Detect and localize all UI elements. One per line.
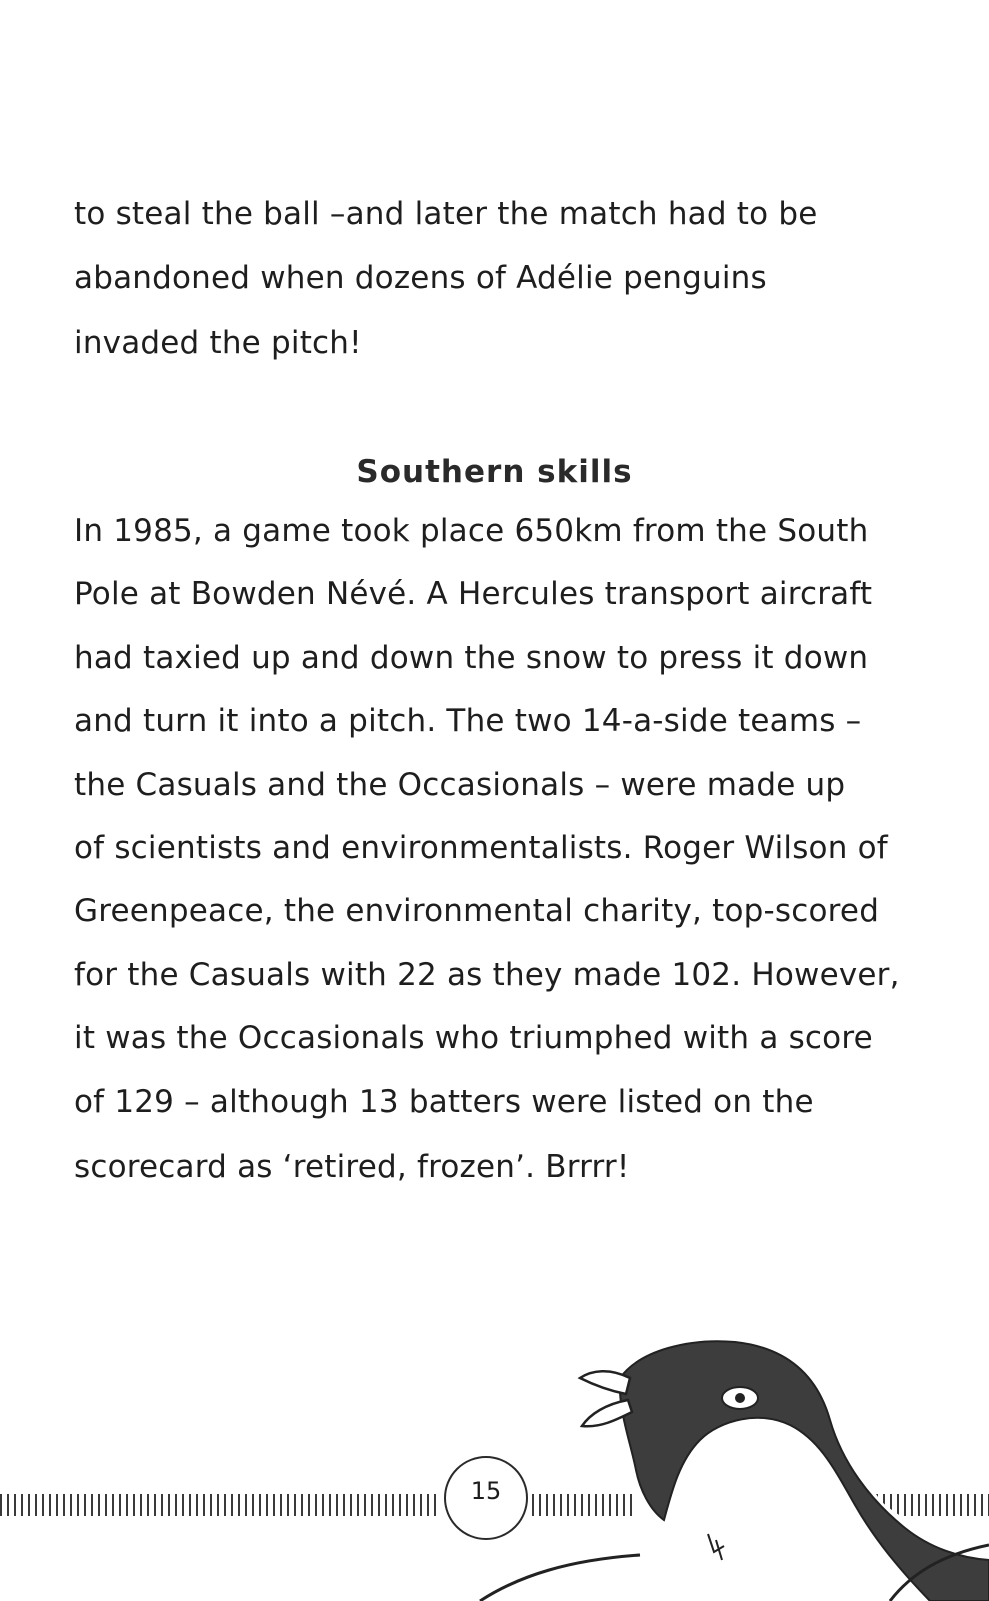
body-line-9: it was the Occasionals who triumphed with a score [74,1020,873,1056]
section-heading: Southern skills [356,454,633,490]
body-line-5: the Casuals and the Occasionals – were made up [74,767,846,803]
penguin-eye-pupil [735,1393,745,1403]
body-line-4: and turn it into a pitch. The two 14-a-side teams – [74,703,862,739]
intro-line-1: to steal the ball –and later the match had to be [74,196,818,232]
body-line-7: Greenpeace, the environmental charity, top-scored [74,893,880,929]
penguin-beak-upper [580,1371,630,1394]
intro-line-2: abandoned when dozens of Adélie penguins [74,260,767,296]
body-line-11: scorecard as ‘retired, frozen’. Brrrr! [74,1149,630,1185]
body-line-2: Pole at Bowden Névé. A Hercules transport aircraft [74,576,873,612]
intro-line-3: invaded the pitch! [74,325,362,361]
body-line-3: had taxied up and down the snow to press it down [74,640,869,676]
body-line-8: for the Casuals with 22 as they made 102. However, [74,957,900,993]
body-line-1: In 1985, a game took place 650km from the South [74,513,869,549]
penguin-flipper-line [480,1555,640,1601]
body-line-10: of 129 – although 13 batters were listed on the [74,1084,814,1120]
page-number: 15 [470,1477,502,1505]
body-line-6: of scientists and environmentalists. Roger Wilson of [74,830,888,866]
